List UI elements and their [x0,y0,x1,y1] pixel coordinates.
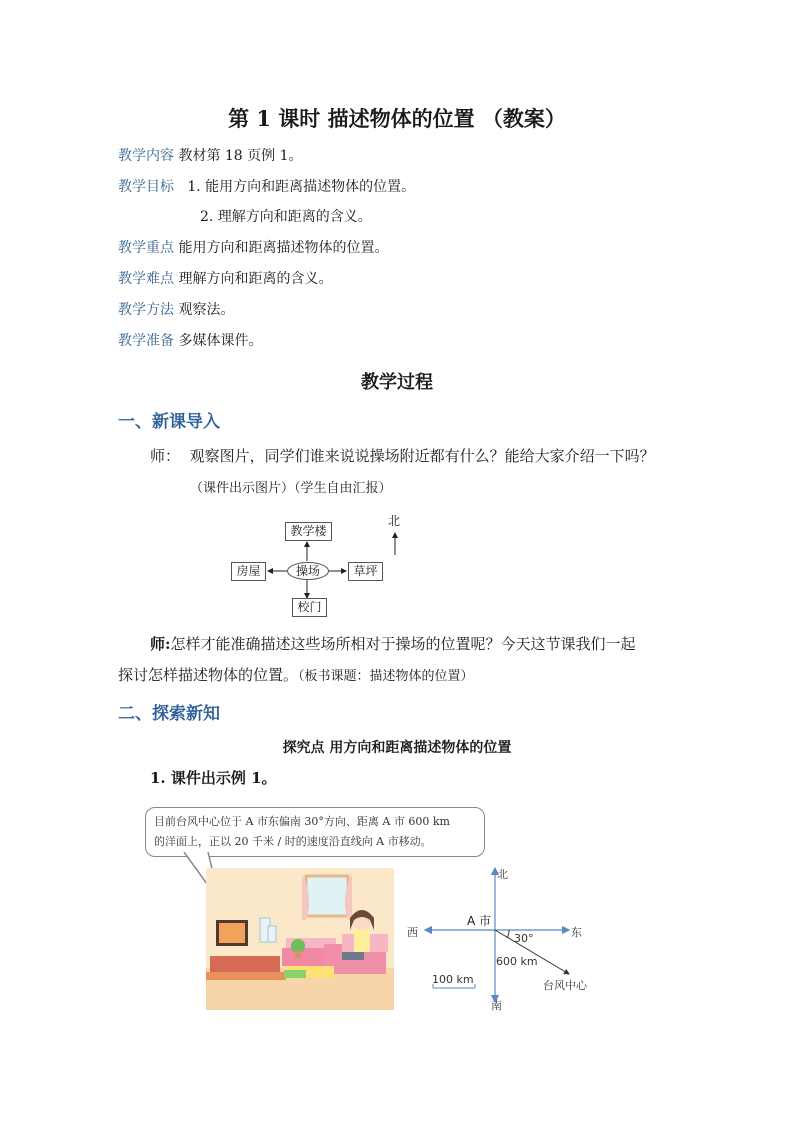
teacher-label: 师: [150,635,171,653]
meta-row-goals [118,176,415,196]
map-label-scale: 100 km [432,973,474,986]
teacher-label: 师： [150,447,181,465]
step-1: 1. 课件出示例 1。 [150,769,277,787]
meta-value: 多媒体课件。 [178,333,263,349]
meta-value: 能用方向和距离描述物体的位置。 [178,240,389,256]
section-heading: 二、探索新知 [118,704,220,724]
meta-row-goals-2 [200,206,372,226]
meta-row-key [118,237,388,257]
meta-row-method [118,299,234,319]
living-room-illustration [206,868,394,1010]
teacher-question [150,445,655,466]
room-drawing [206,868,394,1010]
process-heading: 教学过程 [361,372,433,393]
box-house: 房屋 [231,562,266,581]
map-label-north: 北 [497,868,508,881]
map-label-distance: 600 km [496,955,538,968]
angle-arc [507,930,509,938]
map-label-city: A 市 [467,914,492,928]
meta-value: 1. 能用方向和距离描述物体的位置。 [187,179,416,195]
map-label-south: 南 [491,999,502,1012]
subheading: 探究点 用方向和距离描述物体的位置 [282,740,512,756]
meta-row-content [118,145,303,165]
meta-label: 教学内容 [118,148,174,164]
note: （课件出示图片）（学生自由汇报） [190,481,392,496]
bubble-line-1: 目前台风中心位于 A 市东偏南 30°方向、距离 A 市 600 km [154,815,450,828]
box-teaching-building: 教学楼 [285,522,332,541]
map-label-east: 东 [571,926,582,939]
ellipse-playground: 操场 [287,562,329,580]
meta-label: 教学目标 [118,179,174,195]
board-note: （板书课题：描述物体的位置） [298,669,474,684]
meta-label: 教学准备 [118,333,174,349]
meta-label: 教学重点 [118,240,174,256]
compass-north-label: 北 [388,514,401,528]
meta-value: 理解方向和距离的含义。 [178,271,333,287]
speech-bubble [145,807,485,857]
meta-value: 观察法。 [178,302,235,318]
map-label-typhoon: 台风中心 [543,979,587,992]
meta-value: 2. 理解方向和距离的含义。 [200,209,372,225]
section-heading: 一、新课导入 [118,412,220,432]
meta-row-prep [118,330,262,350]
page-title: 第 1 课时 描述物体的位置 （教案） [228,106,566,131]
map-label-angle: 30° [514,932,534,945]
meta-label: 教学难点 [118,271,174,287]
paragraph-text: 怎样才能准确描述这些场所相对于操场的位置呢？今天这节课我们一起 [170,635,636,653]
map-label-west: 西 [407,926,418,939]
paragraph-text: 探讨怎样描述物体的位置。 [118,666,299,684]
box-school-gate: 校门 [292,598,327,617]
paragraph-line-1 [150,633,636,654]
meta-row-difficulty [118,268,332,288]
meta-label: 教学方法 [118,302,174,318]
bubble-line-2: 的洋面上，正以 20 千米 / 时的速度沿直线向 A 市移动。 [154,835,432,848]
teacher-text: 观察图片，同学们谁来说说操场附近都有什么？能给大家介绍一下吗？ [189,447,655,465]
paragraph-line-2 [118,664,474,685]
box-lawn: 草坪 [348,562,383,581]
meta-value: 教材第 18 页例 1。 [178,148,303,164]
